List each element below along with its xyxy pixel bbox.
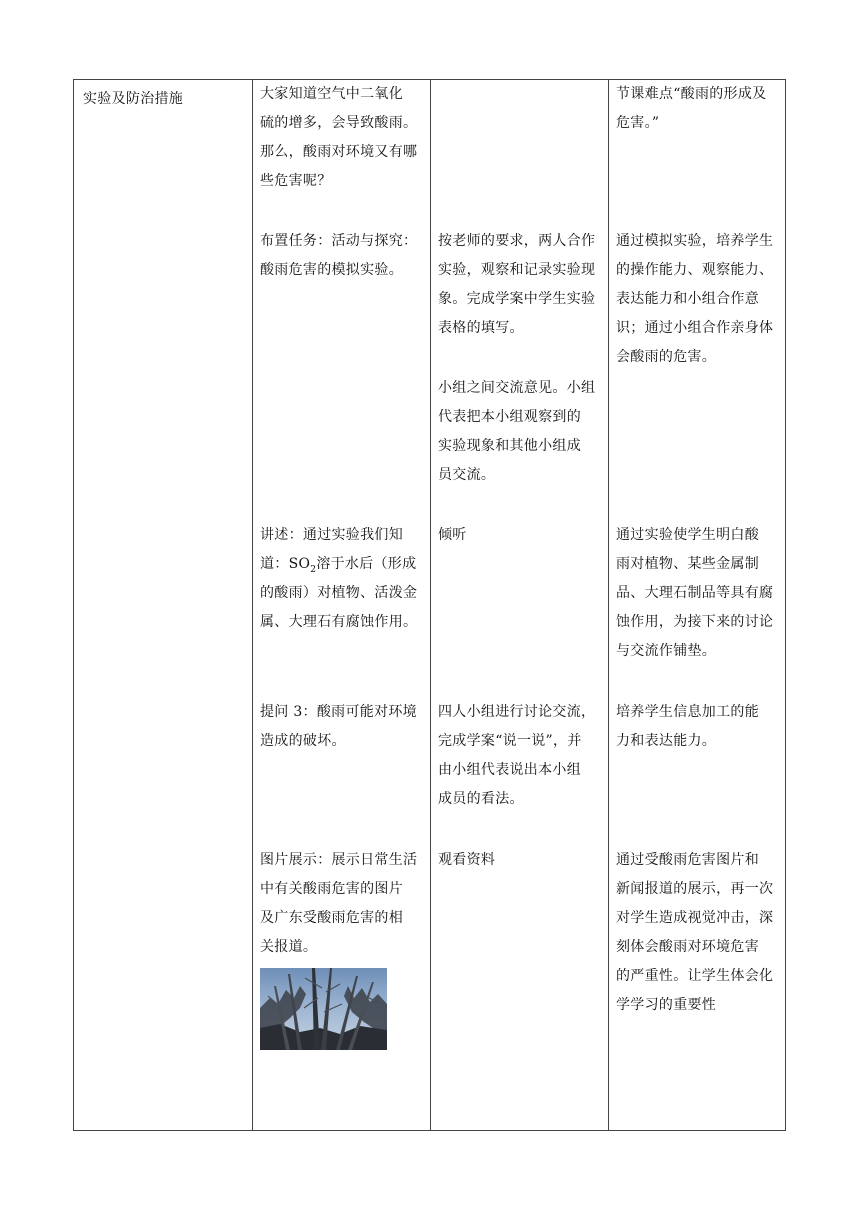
intent-cultivate: 培养学生信息加工的能 力和表达能力。 bbox=[616, 704, 759, 749]
student-exchange: 小组之间交流意见。小组 代表把本小组观察到的 实验现象和其他小组成 员交流。 bbox=[438, 380, 596, 483]
column-divider-2 bbox=[430, 80, 431, 1130]
lesson-plan-table bbox=[73, 79, 786, 1131]
intent-visual: 通过受酸雨危害图片和 新闻报道的展示，再一次 对学生造成视觉冲击，深 刻体会酸雨对环境危害 的严重性。让学生体会化 学学习的重要性 bbox=[616, 852, 774, 1013]
student-discuss: 四人小组进行讨论交流， 完成学案“说一说”，并 由小组代表说出本小组 成员的看法。 bbox=[438, 704, 596, 807]
teacher-question: 提问 3：酸雨可能对环境 造成的破坏。 bbox=[260, 704, 417, 749]
column-divider-1 bbox=[252, 80, 253, 1130]
intent-through-experiment: 通过实验使学生明白酸 雨对植物、某些金属制 品、大理石制品等具有腐 蚀作用，为接下来的讨论 与交流作铺垫。 bbox=[616, 527, 774, 659]
column-divider-3 bbox=[608, 80, 609, 1130]
acid-rain-forest-photo bbox=[260, 968, 387, 1050]
teacher-pictures: 图片展示：展示日常生活 中有关酸雨危害的图片 及广东受酸雨危害的相 关报道。 bbox=[260, 852, 418, 955]
student-watch: 观看资料 bbox=[438, 852, 496, 868]
teacher-explain bbox=[260, 521, 417, 637]
intent-difficulty: 节课难点“酸雨的形成及 危害。” bbox=[616, 86, 767, 131]
teacher-explain-part1: 讲述：通过实验我们知 道：SO bbox=[260, 527, 403, 572]
so2-subscript: 2 bbox=[310, 564, 317, 575]
stage-label: 实验及防治措施 bbox=[83, 91, 184, 107]
teacher-explain-part2: 溶于水后（形成 的酸雨）对植物、活泼金 属、大理石有腐蚀作用。 bbox=[260, 556, 418, 630]
student-listen: 倾听 bbox=[438, 527, 467, 543]
student-experiment: 按老师的要求，两人合作 实验，观察和记录实验现 象。完成学案中学生实验 表格的填写。 bbox=[438, 233, 596, 336]
teacher-task: 布置任务：活动与探究： 酸雨危害的模拟实验。 bbox=[260, 233, 418, 278]
intent-simulate: 通过模拟实验，培养学生 的操作能力、观察能力、 表达能力和小组合作意 识；通过小组合作亲身体 会酸雨的危害。 bbox=[616, 233, 774, 365]
teacher-intro: 大家知道空气中二氧化 硫的增多，会导致酸雨。 那么，酸雨对环境又有哪 些危害呢？ bbox=[260, 86, 418, 189]
